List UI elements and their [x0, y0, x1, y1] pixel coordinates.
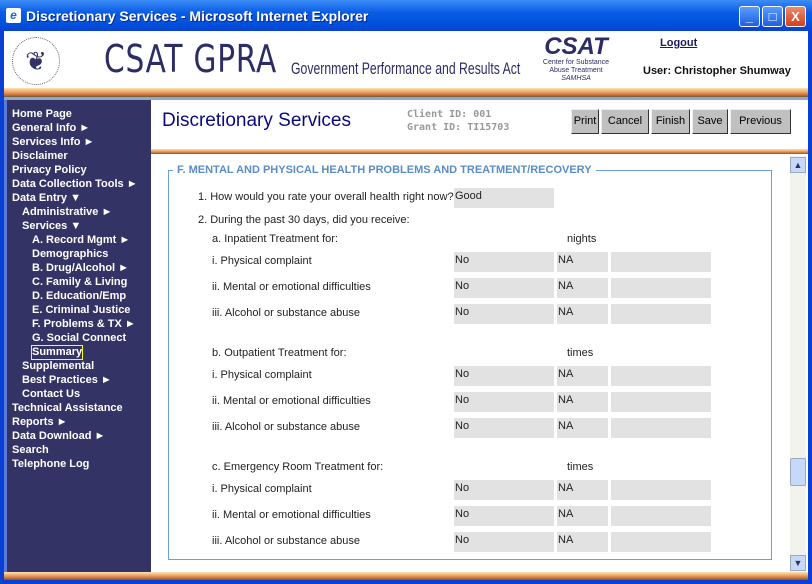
logo-line: SAMHSA [561, 75, 591, 82]
sidebar-item[interactable]: Services Info ► [12, 136, 95, 148]
received-field[interactable]: No [454, 418, 554, 438]
site-subtitle: Government Performance and Results Act [291, 59, 521, 78]
sidebar-item[interactable]: Privacy Policy [12, 164, 87, 176]
section-legend: F. MENTAL AND PHYSICAL HEALTH PROBLEMS AND TREATMENT/RECOVERY [173, 164, 596, 176]
detail-field[interactable] [611, 506, 711, 526]
detail-field[interactable] [611, 366, 711, 386]
footer-divider [4, 572, 808, 580]
minimize-button[interactable]: _ [739, 6, 760, 27]
sidebar-item[interactable]: F. Problems & TX ► [32, 318, 136, 330]
sidebar-item[interactable]: B. Drug/Alcohol ► [32, 262, 130, 274]
logout-link[interactable]: Logout [660, 37, 698, 49]
scroll-thumb[interactable] [790, 458, 806, 486]
detail-field[interactable] [611, 252, 711, 272]
count-field[interactable]: NA [557, 304, 608, 324]
detail-field[interactable] [611, 532, 711, 552]
title-bar [0, 0, 812, 31]
logo-text: CSAT [544, 33, 608, 60]
sidebar-item[interactable]: Best Practices ► [22, 374, 112, 386]
item-label: i. Physical complaint [212, 255, 312, 267]
sidebar-item[interactable]: G. Social Connect [32, 332, 127, 344]
close-button[interactable]: X [785, 6, 806, 27]
csat-logo [536, 35, 616, 83]
received-field[interactable]: No [454, 278, 554, 298]
main-content [151, 100, 808, 572]
sidebar-item[interactable]: Home Page [12, 108, 72, 120]
form-scroll-area [151, 156, 808, 572]
sidebar-item[interactable]: D. Education/Emp [32, 290, 127, 302]
sidebar-item[interactable]: E. Criminal Justice [32, 304, 131, 316]
sidebar-item[interactable]: Supplemental [22, 360, 95, 372]
item-label: ii. Mental or emotional difficulties [212, 281, 371, 293]
detail-field[interactable] [611, 480, 711, 500]
site-title: CSAT GPRA [104, 37, 278, 81]
detail-field[interactable] [611, 304, 711, 324]
hhs-logo: ❦ [12, 37, 60, 85]
count-field[interactable]: NA [557, 278, 608, 298]
vertical-scrollbar[interactable] [790, 156, 806, 572]
received-field[interactable]: No [454, 532, 554, 552]
group-label: c. Emergency Room Treatment for: [212, 461, 384, 473]
count-field[interactable]: NA [557, 392, 608, 412]
sidebar-item[interactable]: C. Family & Living [32, 276, 128, 288]
sidebar-item[interactable]: Disclaimer [12, 150, 68, 162]
user-name: User: Christopher Shumway [643, 65, 791, 77]
received-field[interactable]: No [454, 506, 554, 526]
count-field[interactable]: NA [557, 418, 608, 438]
save-button[interactable]: Save [692, 109, 728, 134]
sidebar-item[interactable]: Contact Us [22, 388, 81, 400]
browser-content [4, 31, 808, 580]
sidebar-item[interactable]: Telephone Log [12, 458, 90, 470]
item-label: ii. Mental or emotional difficulties [212, 509, 371, 521]
header-divider [4, 88, 808, 97]
section-fieldset [168, 170, 772, 560]
sidebar-item[interactable]: General Info ► [12, 122, 91, 134]
divider [151, 149, 808, 154]
site-header [4, 31, 808, 88]
item-label: iii. Alcohol or substance abuse [212, 421, 360, 433]
item-label: ii. Mental or emotional difficulties [212, 395, 371, 407]
unit-label: times [567, 347, 594, 359]
sidebar-item[interactable]: Summary [32, 346, 83, 358]
received-field[interactable]: No [454, 252, 554, 272]
client-id: Client ID: 001 [407, 109, 492, 120]
count-field[interactable]: NA [557, 532, 608, 552]
sidebar-item[interactable]: Demographics [32, 248, 109, 260]
ie-icon: e [6, 8, 21, 23]
count-field[interactable]: NA [557, 480, 608, 500]
received-field[interactable]: No [454, 304, 554, 324]
group-label: b. Outpatient Treatment for: [212, 347, 347, 359]
received-field[interactable]: No [454, 480, 554, 500]
logo-line: Abuse Treatment [549, 67, 603, 74]
count-field[interactable]: NA [557, 366, 608, 386]
finish-button[interactable]: Finish [651, 109, 690, 134]
unit-label: times [567, 461, 594, 473]
item-label: iii. Alcohol or substance abuse [212, 307, 360, 319]
sidebar-item[interactable]: Data Entry ▼ [12, 192, 81, 204]
logo-line: Center for Substance [542, 59, 610, 66]
page-title: Discretionary Services [162, 110, 351, 131]
detail-field[interactable] [611, 278, 711, 298]
window-title: Discretionary Services - Microsoft Internet Explorer [26, 8, 369, 24]
item-label: iii. Alcohol or substance abuse [212, 535, 360, 547]
received-field[interactable]: No [454, 392, 554, 412]
sidebar-item[interactable]: Data Collection Tools ► [12, 178, 138, 190]
sidebar-item[interactable]: Search [12, 444, 49, 456]
group-label: a. Inpatient Treatment for: [212, 233, 338, 245]
scroll-down-button[interactable]: ▼ [790, 555, 806, 571]
sidebar-nav [4, 100, 151, 572]
received-field[interactable]: No [454, 366, 554, 386]
cancel-button[interactable]: Cancel [601, 109, 649, 134]
detail-field[interactable] [611, 392, 711, 412]
ids [407, 108, 509, 134]
maximize-button[interactable]: □ [762, 6, 783, 27]
sidebar-item[interactable]: Data Download ► [12, 430, 106, 442]
sidebar-item[interactable]: Technical Assistance [12, 402, 123, 414]
previous-button[interactable]: Previous [730, 109, 791, 134]
grant-id: Grant ID: TI15703 [407, 122, 510, 133]
sidebar-item[interactable]: A. Record Mgmt ► [32, 234, 131, 246]
question-label: 2. During the past 30 days, did you receive: [198, 214, 410, 226]
sidebar-item[interactable]: Administrative ► [22, 206, 113, 218]
count-field[interactable]: NA [557, 252, 608, 272]
sidebar-item[interactable]: Reports ► [12, 416, 68, 428]
print-button[interactable]: Print [571, 109, 599, 134]
count-field[interactable]: NA [557, 506, 608, 526]
sidebar-item[interactable]: Services ▼ [22, 220, 82, 232]
item-label: i. Physical complaint [212, 369, 312, 381]
question-label: 1. How would you rate your overall health right now? [198, 191, 454, 203]
scroll-up-button[interactable]: ▲ [790, 157, 806, 173]
detail-field[interactable] [611, 418, 711, 438]
overall-health-field[interactable]: Good [454, 188, 554, 208]
item-label: i. Physical complaint [212, 483, 312, 495]
unit-label: nights [567, 233, 597, 245]
